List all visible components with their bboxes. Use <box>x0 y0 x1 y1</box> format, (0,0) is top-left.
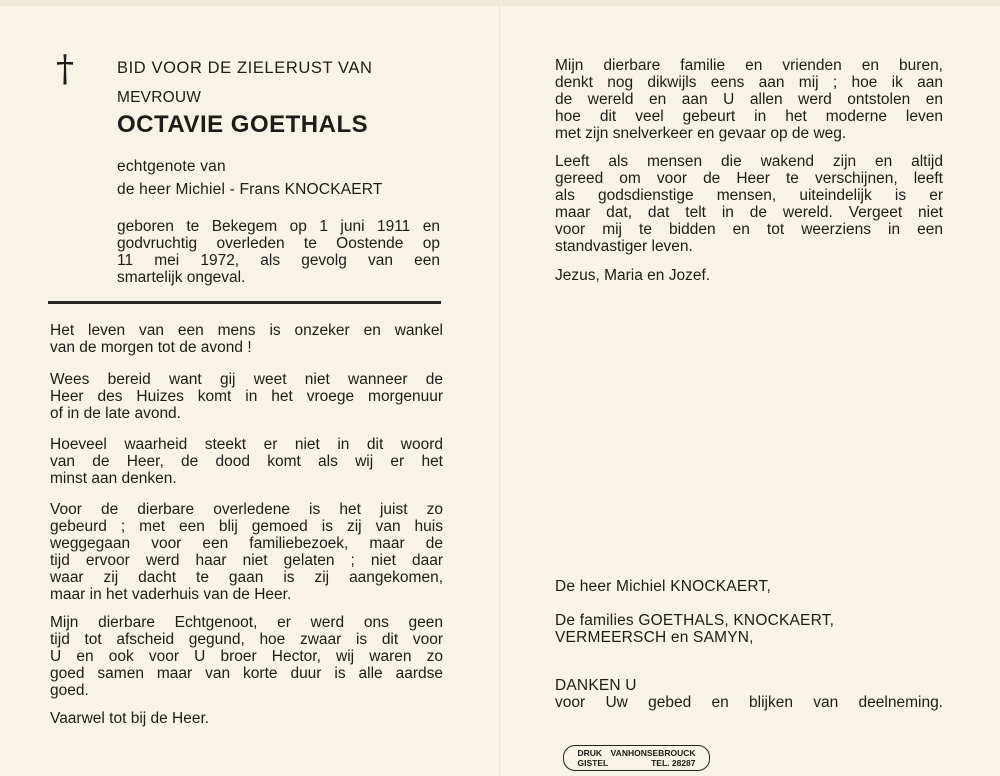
birth-death-text <box>117 218 440 286</box>
right-paragraph-3 <box>555 267 943 284</box>
text-line: voor mij te bidden en tot weerziens in een <box>555 221 943 238</box>
deceased-name: OCTAVIE GOETHALS <box>117 111 369 138</box>
right-paragraph-1 <box>555 57 943 142</box>
spouse-name: de heer Michiel - Frans KNOCKAERT <box>117 181 383 198</box>
paragraph-3 <box>50 436 443 487</box>
text-line: minst aan denken. <box>50 470 177 487</box>
text-line: Jezus, Maria en Jozef. <box>555 267 711 284</box>
card-fold <box>499 0 501 776</box>
text-line: geboren te Bekegem op 1 juni 1911 en <box>117 218 440 235</box>
printer-stamp <box>563 745 710 771</box>
text-line: waar zij dacht te gaan is zij aangekomen, <box>50 569 443 586</box>
printer-tel: TEL. 28287 <box>651 758 696 768</box>
printer-name: VANHONSEBROUCK <box>610 748 696 758</box>
paragraph-4 <box>50 501 443 603</box>
text-line: smartelijk ongeval. <box>117 269 246 286</box>
text-line: met zijn snelverkeer en gevaar op de weg. <box>555 125 847 142</box>
text-line: van de Heer, de dood komt als wij er het <box>50 453 443 470</box>
text-line: goed. <box>50 682 89 699</box>
text-line: Mijn dierbare familie en vrienden en buren, <box>555 57 943 74</box>
text-line: of in de late avond. <box>50 405 181 422</box>
cross-icon: † <box>56 49 74 90</box>
right-paragraph-2 <box>555 153 943 255</box>
prayer-heading: BID VOOR DE ZIELERUST VAN <box>117 59 373 77</box>
paragraph-2 <box>50 371 443 422</box>
text-line: Heer des Huizes komt in het vroege morgenuur <box>50 388 443 405</box>
text-line: goed samen maar van korte duur is alle aardse <box>50 665 443 682</box>
paragraph-1 <box>50 322 443 356</box>
text-line: Mijn dierbare Echtgenoot, er werd ons geen <box>50 614 443 631</box>
text-line: maar dat, dat telt in de wereld. Vergeet niet <box>555 204 943 221</box>
text-line: als godsdienstige mensen, uiteindelijk is er <box>555 187 943 204</box>
text-line: de wereld en aan U allen werd ontstolen en <box>555 91 943 108</box>
text-line: gereed om voor de Heer te verschijnen, leeft <box>555 170 943 187</box>
paragraph-5 <box>50 614 443 699</box>
spouse-intro: echtgenote van <box>117 158 226 175</box>
paragraph-6 <box>50 710 443 727</box>
text-line: 11 mei 1972, als gevolg van een <box>117 252 440 269</box>
text-line: denkt nog dikwijls eens aan mij ; hoe ik aan <box>555 74 943 91</box>
text-line: weggegaan voor een familiebezoek, maar de <box>50 535 443 552</box>
printer-city: GISTEL <box>577 758 609 768</box>
thanks-husband: De heer Michiel KNOCKAERT, <box>555 578 771 595</box>
text-line: Vaarwel tot bij de Heer. <box>50 710 210 727</box>
text-line: maar in het vaderhuis van de Heer. <box>50 586 292 603</box>
text-line: voor Uw gebed en blijken van deelneming. <box>555 694 943 711</box>
thanks-closing <box>555 694 943 711</box>
text-line: Leeft als mensen die wakend zijn en altijd <box>555 153 943 170</box>
text-line: tijd tot afscheid gegund, hoe zwaar is dit voor <box>50 631 443 648</box>
text-line: standvastiger leven. <box>555 238 693 255</box>
text-line: hoe dit veel gebeurt in het moderne leven <box>555 108 943 125</box>
title-mevrouw: MEVROUW <box>117 89 202 106</box>
thanks-families-2: VERMEERSCH en SAMYN, <box>555 629 754 646</box>
text-line: gebeurd ; met een blij gemoed is zij van huis <box>50 518 443 535</box>
text-line: U en ook voor U broer Hector, wij waren zo <box>50 648 443 665</box>
text-line: tijd ervoor werd haar niet gelaten ; niet daar <box>50 552 443 569</box>
text-line: Voor de dierbare overledene is het juist zo <box>50 501 443 518</box>
text-line: godvruchtig overleden te Oostende op <box>117 235 440 252</box>
printer-label: DRUK <box>577 748 603 758</box>
text-line: Hoeveel waarheid steekt er niet in dit woord <box>50 436 443 453</box>
thanks-families-1: De families GOETHALS, KNOCKAERT, <box>555 612 835 629</box>
text-line: Het leven van een mens is onzeker en wankel <box>50 322 443 339</box>
divider <box>48 301 441 304</box>
text-line: van de morgen tot de avond ! <box>50 339 252 356</box>
text-line: Wees bereid want gij weet niet wanneer de <box>50 371 443 388</box>
thanks-danken: DANKEN U <box>555 677 637 694</box>
